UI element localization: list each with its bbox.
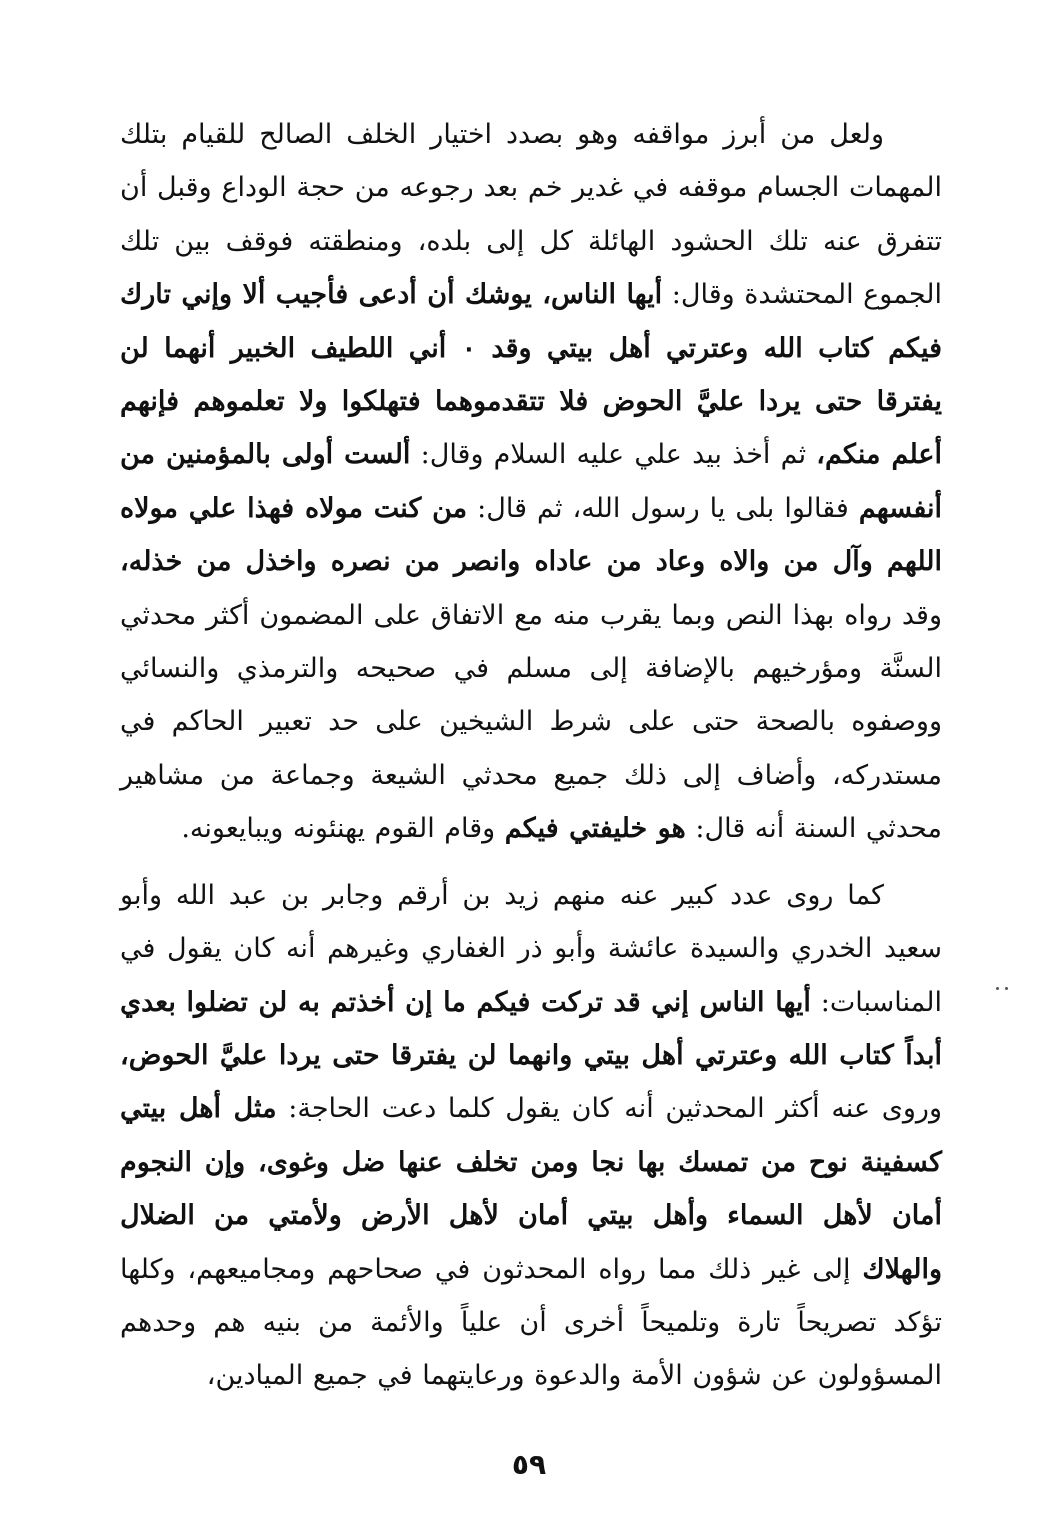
text-segment: فقالوا بلى يا رسول الله، ثم قال: — [467, 492, 859, 524]
hadith-quote: مثل أهل بيتي كسفينة نوح من تمسك بها نجا ومن تخلف عنها ضل وغوى، وإن النجوم أمان لأهل السماء وأهل بيتي أمان لأهل الأرض ولأمتي من الضلال والهلاك — [120, 1093, 942, 1285]
page-number: ٥٩ — [511, 1448, 547, 1481]
text-segment: ولعل من أبرز مواقفه وهو بصدد اختيار الخلف الصالح للقيام بتلك المهمات الجسام موقفه في غدير خم بعد رجوعه من حجة الوداع وقبل أن تتفرق عنه تلك الحشود الهائلة كل إلى بلده، ومنطقته فوقف بين تلك الجموع المحتشدة وقال: — [120, 119, 943, 311]
page-body — [120, 108, 942, 1403]
text-segment: كما روى عدد كبير عنه منهم زيد بن أرقم وجابر بن عبد الله وأبو سعيد الخدري والسيدة عائشة وأبو ذر الغفاري وغيرهم أنه كان يقول في المناسبات: — [120, 879, 942, 1018]
margin-marks — [996, 975, 1020, 981]
hadith-quote: ألست أولى بالمؤمنين من أنفسهم — [120, 439, 942, 524]
hadith-quote: أيها الناس، يوشك أن أدعى فأجيب ألا وإني تارك فيكم كتاب الله وعترتي أهل بيتي وقد ٠ أني اللطيف الخبير أنهما لن يفترقا حتى يردا عليَّ الحوض فلا تتقدموهما فتهلكوا ولا تعلموهم فإنهم أعلم منكم، — [120, 279, 943, 471]
text-segment: إلى غير ذلك مما رواه المحدثون في صحاحهم ومجاميعهم، وكلها تؤكد تصريحاً تارة وتلميحاً أخرى أن علياً والأئمة من بنيه هم وحدهم المسؤولون عن شؤون الأمة والدعوة ورعايتهما في جميع الميادين، — [120, 1253, 942, 1392]
paragraph-2 — [120, 869, 942, 1403]
text-segment: وقام القوم يهنئونه ويبايعونه. — [181, 813, 505, 845]
dot-mark — [1005, 987, 1008, 990]
hadith-quote: هو خليفتي فيكم — [504, 813, 686, 845]
text-segment: وروى عنه أكثر المحدثين أنه كان يقول كلما دعت الحاجة: — [276, 1093, 942, 1125]
hadith-quote: أيها الناس إني قد تركت فيكم ما إن أخذتم به لن تضلوا بعدي أبداً كتاب الله وعترتي أهل بيتي وانهما لن يفترقا حتى يردا عليَّ الحوض، — [120, 986, 942, 1071]
paragraph-1 — [120, 108, 942, 856]
text-segment: وقد رواه بهذا النص وبما يقرب منه مع الاتفاق على المضمون أكثر محدثي السنَّة ومؤرخيهم بالإضافة إلى مسلم في صحيحه والترمذي والنسائي ووصفوه بالصحة حتى على شرط الشيخين على حد تعبير الحاكم في مستدركه، وأضاف إلى ذلك جميع محدثي الشيعة وجماعة من مشاهير محدثي السنة أنه قال: — [120, 599, 942, 845]
hadith-quote: من كنت مولاه فهذا علي مولاه اللهم وآل من والاه وعاد من عاداه وانصر من نصره واخذل من خذله، — [120, 492, 942, 578]
text-segment: ثم أخذ بيد علي عليه السلام وقال: — [410, 439, 817, 471]
dot-mark — [996, 987, 999, 990]
